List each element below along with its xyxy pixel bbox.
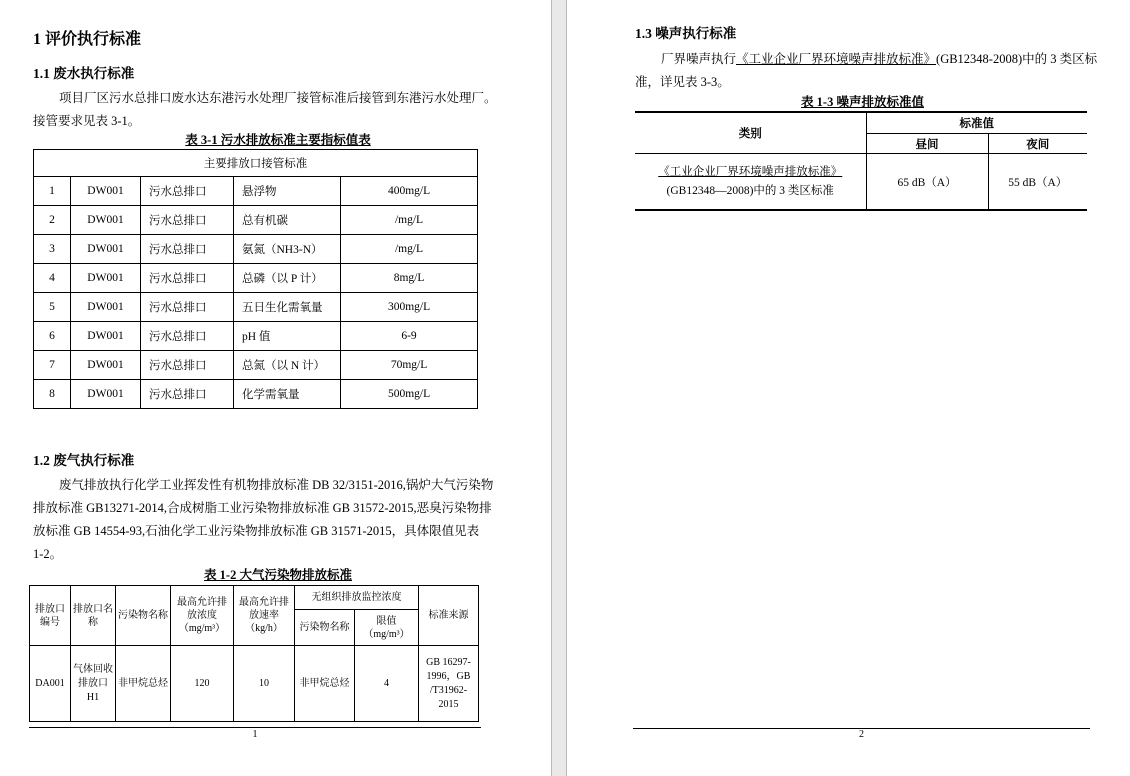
page-number: 2 [859, 729, 864, 740]
header-outlet-name: 排放口名称 [71, 586, 116, 646]
header-max-rate: 最高允许排放速率（kg/h） [234, 586, 295, 646]
table31-cell: 8 [34, 380, 71, 409]
paragraph-line: 放标准 GB 14554-93,石油化学工业污染物排放标准 GB 31571-2015，具体限值见表 [33, 524, 480, 538]
paragraph-line: 废气排放执行化学工业挥发性有机物排放标准 DB 32/3151-2016,锅炉大气污染物 [59, 478, 494, 492]
table31-row [34, 293, 478, 322]
table31-cell: DW001 [71, 380, 141, 409]
table-3-1-wastewater-standards [33, 149, 478, 409]
header-nighttime: 夜间 [988, 134, 1087, 154]
nighttime-value-cell: 55 dB（A） [988, 154, 1087, 211]
table31-row [34, 380, 478, 409]
underlined-standard-title: 《工业企业厂界环境噪声排放标准》 [658, 165, 843, 178]
table12-header-row-1 [30, 586, 479, 610]
category-cell: 《工业企业厂界环境噪声排放标准》 (GB12348—2008)中的 3 类区标准 [658, 165, 843, 197]
paragraph-line: 准，详见表 3-3。 [635, 75, 730, 89]
header-standard-value: 标准值 [866, 112, 1087, 134]
table31-row [34, 177, 478, 206]
table31-cell: 7 [34, 351, 71, 380]
page-gutter [551, 0, 567, 776]
paragraph-line: 项目厂区污水总排口废水达东港污水处理厂接管标准后接管到东港污水处理厂。 [59, 91, 497, 105]
header-fugitive-limit: 限值（mg/m³） [355, 610, 419, 646]
table31-cell: 污水总排口 [141, 293, 234, 322]
table12-cell: 4 [355, 646, 419, 722]
table31-cell: DW001 [71, 322, 141, 351]
table31-merged-header-row [34, 150, 478, 177]
document-page-2 [567, 0, 1130, 776]
table12-cell: DA001 [30, 646, 71, 722]
table31-cell: 污水总排口 [141, 177, 234, 206]
document-page-1 [0, 0, 551, 776]
table12-cell: 气体回收排放口 H1 [71, 646, 116, 722]
header-fugitive-pollutant: 污染物名称 [295, 610, 355, 646]
table-1-3-caption: 表 1-3 噪声排放标准值 [801, 95, 924, 109]
table31-cell: DW001 [71, 206, 141, 235]
paragraph-line: 排放标准 GB13271-2014,合成树脂工业污染物排放标准 GB 31572-2015,恶臭污染物排 [33, 501, 492, 515]
table31-cell: DW001 [71, 293, 141, 322]
table31-cell: 70mg/L [341, 351, 478, 380]
daytime-value-cell: 65 dB（A） [866, 154, 988, 211]
section-heading-1-3: 1.3 噪声执行标准 [635, 26, 737, 41]
section-1-2-paragraph [33, 474, 523, 566]
chapter-heading: 1 评价执行标准 [33, 31, 142, 48]
table31-row [34, 322, 478, 351]
header-outlet-no: 排放口编号 [30, 586, 71, 646]
table31-cell: /mg/L [341, 235, 478, 264]
table31-cell: 污水总排口 [141, 264, 234, 293]
table31-cell: DW001 [71, 177, 141, 206]
table-1-2-air-pollutant-standards [29, 585, 479, 722]
table31-cell: 总磷（以 P 计） [234, 264, 341, 293]
table31-cell: 400mg/L [341, 177, 478, 206]
table-3-1-caption: 表 3-1 污水排放标准主要指标值表 [185, 133, 371, 147]
footer-rule [29, 727, 481, 728]
table31-cell: 总氮（以 N 计） [234, 351, 341, 380]
table31-merged-header: 主要排放口接管标准 [34, 150, 478, 177]
table31-cell: /mg/L [341, 206, 478, 235]
table31-cell: DW001 [71, 351, 141, 380]
table31-cell: 化学需氧量 [234, 380, 341, 409]
table31-cell: 6-9 [341, 322, 478, 351]
table31-cell: 污水总排口 [141, 235, 234, 264]
table31-cell: 3 [34, 235, 71, 264]
header-category: 类别 [635, 112, 866, 154]
table31-cell: 8mg/L [341, 264, 478, 293]
table31-cell: 污水总排口 [141, 351, 234, 380]
paragraph-line: 接管要求见表 3-1。 [33, 114, 141, 128]
underlined-standard-title: 《工业企业厂界环境噪声排放标准》 [736, 52, 937, 66]
table12-cell: 非甲烷总烃 [295, 646, 355, 722]
table31-cell: 总有机碳 [234, 206, 341, 235]
table31-cell: 悬浮物 [234, 177, 341, 206]
table-1-2-caption: 表 1-2 大气污染物排放标准 [204, 568, 352, 582]
header-daytime: 昼间 [866, 134, 988, 154]
header-max-concentration: 最高允许排放浓度（mg/m³） [171, 586, 234, 646]
section-1-1-paragraph [33, 87, 523, 133]
page-number: 1 [252, 729, 258, 740]
table31-row [34, 235, 478, 264]
table31-cell: pH 值 [234, 322, 341, 351]
table31-row [34, 351, 478, 380]
table12-cell: 非甲烷总烃 [116, 646, 171, 722]
table12-data-row [30, 646, 479, 722]
table12-cell: 120 [171, 646, 234, 722]
table13-header-row-1 [635, 112, 1087, 134]
section-heading-1-1: 1.1 废水执行标准 [33, 66, 135, 81]
table12-cell: 10 [234, 646, 295, 722]
table31-cell: 500mg/L [341, 380, 478, 409]
table31-cell: DW001 [71, 235, 141, 264]
table-1-3-noise-standards [635, 111, 1087, 211]
table31-cell: 污水总排口 [141, 322, 234, 351]
table12-cell: GB 16297-1996，GB /T31962-2015 [419, 646, 479, 722]
table31-cell: 五日生化需氧量 [234, 293, 341, 322]
table31-cell: 1 [34, 177, 71, 206]
table31-cell: 2 [34, 206, 71, 235]
table31-cell: 5 [34, 293, 71, 322]
table31-row [34, 264, 478, 293]
table31-row [34, 206, 478, 235]
table31-cell: DW001 [71, 264, 141, 293]
table31-cell: 300mg/L [341, 293, 478, 322]
table31-cell: 氨氮（NH3-N） [234, 235, 341, 264]
table31-cell: 污水总排口 [141, 206, 234, 235]
paragraph-line: 1-2。 [33, 547, 63, 561]
header-standard-source: 标准来源 [419, 586, 479, 646]
table13-data-row [635, 154, 1087, 211]
section-1-3-paragraph [635, 48, 1098, 94]
section-heading-1-2: 1.2 废气执行标准 [33, 453, 135, 468]
paragraph-line: 厂界噪声执行《工业企业厂界环境噪声排放标准》(GB12348-2008)中的 3 类区标 [661, 52, 1098, 66]
table31-cell: 6 [34, 322, 71, 351]
table31-cell: 污水总排口 [141, 380, 234, 409]
header-fugitive-monitoring: 无组织排放监控浓度 [295, 586, 419, 610]
header-pollutant-name: 污染物名称 [116, 586, 171, 646]
table31-cell: 4 [34, 264, 71, 293]
